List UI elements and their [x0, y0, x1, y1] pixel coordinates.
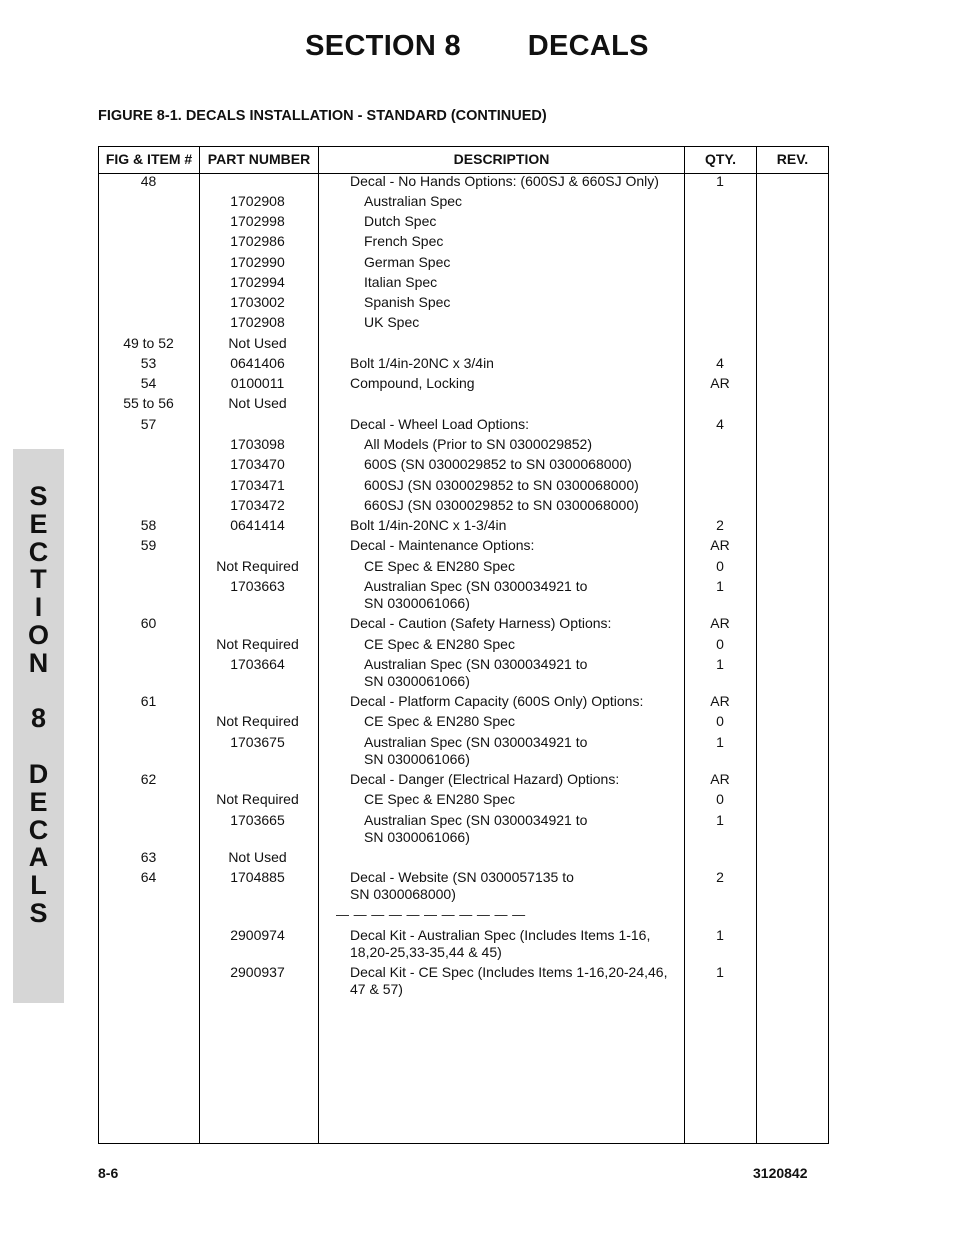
cell-fig-item: 61	[140, 693, 157, 709]
column-divider	[756, 147, 757, 1143]
cell-description	[364, 558, 680, 575]
side-tab-char: S	[29, 897, 48, 928]
header-part-number: PART NUMBER	[207, 151, 311, 167]
side-tab-char: 8	[30, 703, 47, 734]
side-tab-char: T	[30, 564, 47, 595]
description-line: SN 0300061066)	[364, 673, 470, 689]
cell-qty: AR	[710, 693, 730, 709]
side-tab-char	[13, 678, 64, 706]
cell-qty: 1	[716, 578, 724, 594]
cell-qty: 1	[716, 173, 724, 189]
cell-description	[364, 477, 680, 494]
description-line: CE Spec & EN280 Spec	[364, 636, 515, 652]
cell-description	[364, 812, 680, 846]
cell-fig-item: 53	[140, 355, 157, 371]
cell-qty: AR	[710, 771, 730, 787]
cell-description	[350, 869, 680, 903]
side-tab-char: S	[29, 481, 48, 511]
description-line: 18,20-25,33-35,44 & 45)	[350, 944, 502, 960]
description-line: Bolt 1/4in-20NC x 1-3/4in	[350, 517, 507, 533]
cell-description	[364, 274, 680, 291]
cell-description	[364, 497, 680, 514]
description-line: 600SJ (SN 0300029852 to SN 0300068000)	[364, 477, 639, 493]
cell-description	[364, 193, 680, 210]
cell-description	[350, 927, 680, 961]
description-line: German Spec	[364, 254, 451, 270]
side-tab-char: N	[28, 647, 49, 678]
cell-fig-item: 57	[140, 416, 157, 432]
description-line: CE Spec & EN280 Spec	[364, 713, 515, 729]
cell-description	[364, 734, 680, 768]
cell-description	[364, 791, 680, 808]
side-tab-char: E	[29, 786, 48, 817]
cell-part-number: 1702986	[230, 233, 285, 249]
cell-qty: AR	[710, 375, 730, 391]
cell-description	[364, 294, 680, 311]
side-tab-char	[13, 733, 64, 761]
figure-title: FIGURE 8-1. DECALS INSTALLATION - STANDARD (CONTINUED)	[98, 108, 547, 124]
cell-qty: 4	[716, 416, 724, 432]
description-line: Australian Spec (SN 0300034921 to	[364, 812, 588, 828]
description-line: Australian Spec (SN 0300034921 to	[364, 656, 588, 672]
side-tab-char: A	[28, 842, 49, 873]
side-tab-char: I	[34, 592, 43, 623]
cell-description	[350, 964, 680, 998]
cell-description	[350, 615, 680, 632]
cell-qty: 4	[716, 355, 724, 371]
side-tab-char: C	[28, 536, 49, 567]
cell-qty: 1	[716, 656, 724, 672]
description-line: Compound, Locking	[350, 375, 475, 391]
cell-qty: 2	[716, 869, 724, 885]
description-line: Decal - No Hands Options: (600SJ & 660SJ Only)	[350, 173, 659, 189]
cell-description	[350, 173, 680, 190]
cell-fig-item: 49 to 52	[123, 335, 174, 351]
cell-part-number: 1704885	[230, 869, 285, 885]
cell-fig-item: 48	[140, 173, 157, 189]
cell-description	[350, 771, 680, 788]
cell-part-number: 1703472	[230, 497, 285, 513]
cell-description	[364, 436, 680, 453]
description-line: UK Spec	[364, 314, 420, 330]
description-line: Decal - Maintenance Options:	[350, 537, 535, 553]
side-tab-char: C	[28, 814, 49, 845]
description-line: Dutch Spec	[364, 213, 437, 229]
header-fig-item: FIG & ITEM #	[105, 151, 193, 167]
description-line: CE Spec & EN280 Spec	[364, 558, 515, 574]
description-line: SN 0300061066)	[364, 751, 470, 767]
cell-part-number: Not Required	[216, 636, 299, 652]
cell-description	[364, 233, 680, 250]
cell-qty: 1	[716, 812, 724, 828]
cell-description	[364, 656, 680, 690]
cell-part-number: 1703663	[230, 578, 285, 594]
description-line: All Models (Prior to SN 0300029852)	[364, 436, 593, 452]
page-number: 8-6	[98, 1165, 119, 1181]
cell-description	[350, 375, 680, 392]
description-line: Decal - Caution (Safety Harness) Options:	[350, 615, 612, 631]
header-rev: REV.	[776, 151, 809, 167]
cell-part-number: Not Required	[216, 713, 299, 729]
cell-qty: AR	[710, 615, 730, 631]
cell-qty: 2	[716, 517, 724, 533]
description-line: Bolt 1/4in-20NC x 3/4in	[350, 355, 494, 371]
side-tab-char: D	[28, 758, 49, 789]
cell-part-number: 2900974	[230, 927, 285, 943]
cell-part-number: 1703002	[230, 294, 285, 310]
description-line: Australian Spec (SN 0300034921 to	[364, 578, 588, 594]
cell-fig-item: 62	[140, 771, 157, 787]
side-tab-char: O	[27, 619, 49, 650]
cell-description	[364, 456, 680, 473]
cell-part-number: 1703098	[230, 436, 285, 452]
cell-description	[364, 213, 680, 230]
description-line: SN 0300061066)	[364, 829, 470, 845]
cell-description	[350, 537, 680, 554]
cell-part-number: Not Used	[228, 335, 287, 351]
cell-qty: AR	[710, 537, 730, 553]
description-line: Decal Kit - CE Spec (Includes Items 1-16,20-24,46,	[350, 964, 668, 980]
cell-qty: 1	[716, 927, 724, 943]
description-line: Decal - Wheel Load Options:	[350, 416, 529, 432]
cell-part-number: 1703471	[230, 477, 285, 493]
cell-description	[364, 314, 680, 331]
side-tab-char: L	[30, 870, 47, 901]
cell-part-number: 1703470	[230, 456, 285, 472]
cell-qty: 0	[716, 791, 724, 807]
description-line: SN 0300061066)	[364, 595, 470, 611]
cell-fig-item: 59	[140, 537, 157, 553]
cell-fig-item: 54	[140, 375, 157, 391]
cell-part-number: 1703665	[230, 812, 285, 828]
side-tab-text	[13, 483, 64, 928]
description-line: French Spec	[364, 233, 444, 249]
cell-fig-item: 60	[140, 615, 157, 631]
cell-part-number: 0100011	[230, 375, 285, 391]
cell-part-number: 0641414	[230, 517, 285, 533]
cell-qty: 0	[716, 558, 724, 574]
description-line: 600S (SN 0300029852 to SN 0300068000)	[364, 456, 632, 472]
cell-description	[364, 254, 680, 271]
cell-description	[350, 416, 680, 433]
side-tab-char: E	[29, 508, 48, 539]
kit-separator: — — — — — — — — — — —	[336, 907, 526, 922]
cell-part-number: 0641406	[230, 355, 285, 371]
cell-part-number: 1702908	[230, 314, 285, 330]
description-line: Decal Kit - Australian Spec (Includes Items 1-16,	[350, 927, 651, 943]
cell-fig-item: 55 to 56	[123, 395, 174, 411]
cell-part-number: 1702990	[230, 254, 285, 270]
cell-description	[364, 578, 680, 612]
description-line: Italian Spec	[364, 274, 438, 290]
cell-fig-item: 58	[140, 517, 157, 533]
cell-fig-item: 64	[140, 869, 157, 885]
cell-qty: 0	[716, 713, 724, 729]
description-line: 660SJ (SN 0300029852 to SN 0300068000)	[364, 497, 639, 513]
section-side-tab	[13, 449, 64, 1003]
column-divider	[318, 147, 319, 1143]
page-title: SECTION 8 DECALS	[305, 30, 649, 62]
cell-part-number: 2900937	[230, 964, 285, 980]
cell-part-number: 1702908	[230, 193, 285, 209]
cell-part-number: Not Used	[228, 395, 287, 411]
document-number: 3120842	[753, 1165, 808, 1181]
cell-part-number: 1703675	[230, 734, 285, 750]
description-line: Decal - Website (SN 0300057135 to	[350, 869, 574, 885]
header-description: DESCRIPTION	[453, 151, 550, 167]
cell-description	[364, 636, 680, 653]
description-line: CE Spec & EN280 Spec	[364, 791, 515, 807]
cell-part-number: Not Required	[216, 791, 299, 807]
cell-qty: 1	[716, 734, 724, 750]
cell-description	[364, 713, 680, 730]
cell-description	[350, 517, 680, 534]
cell-part-number: Not Required	[216, 558, 299, 574]
cell-part-number: 1702994	[230, 274, 285, 290]
cell-part-number: Not Used	[228, 849, 287, 865]
description-line: Decal - Danger (Electrical Hazard) Options:	[350, 771, 620, 787]
description-line: Spanish Spec	[364, 294, 451, 310]
header-qty: QTY.	[704, 151, 737, 167]
cell-description	[350, 693, 680, 710]
cell-part-number: 1702998	[230, 213, 285, 229]
cell-part-number: 1703664	[230, 656, 285, 672]
cell-fig-item: 63	[140, 849, 157, 865]
description-line: SN 0300068000)	[350, 886, 456, 902]
cell-qty: 1	[716, 964, 724, 980]
description-line: 47 & 57)	[350, 981, 403, 997]
description-line: Australian Spec	[364, 193, 463, 209]
cell-qty: 0	[716, 636, 724, 652]
description-line: Australian Spec (SN 0300034921 to	[364, 734, 588, 750]
description-line: Decal - Platform Capacity (600S Only) Options:	[350, 693, 644, 709]
cell-description	[350, 355, 680, 372]
